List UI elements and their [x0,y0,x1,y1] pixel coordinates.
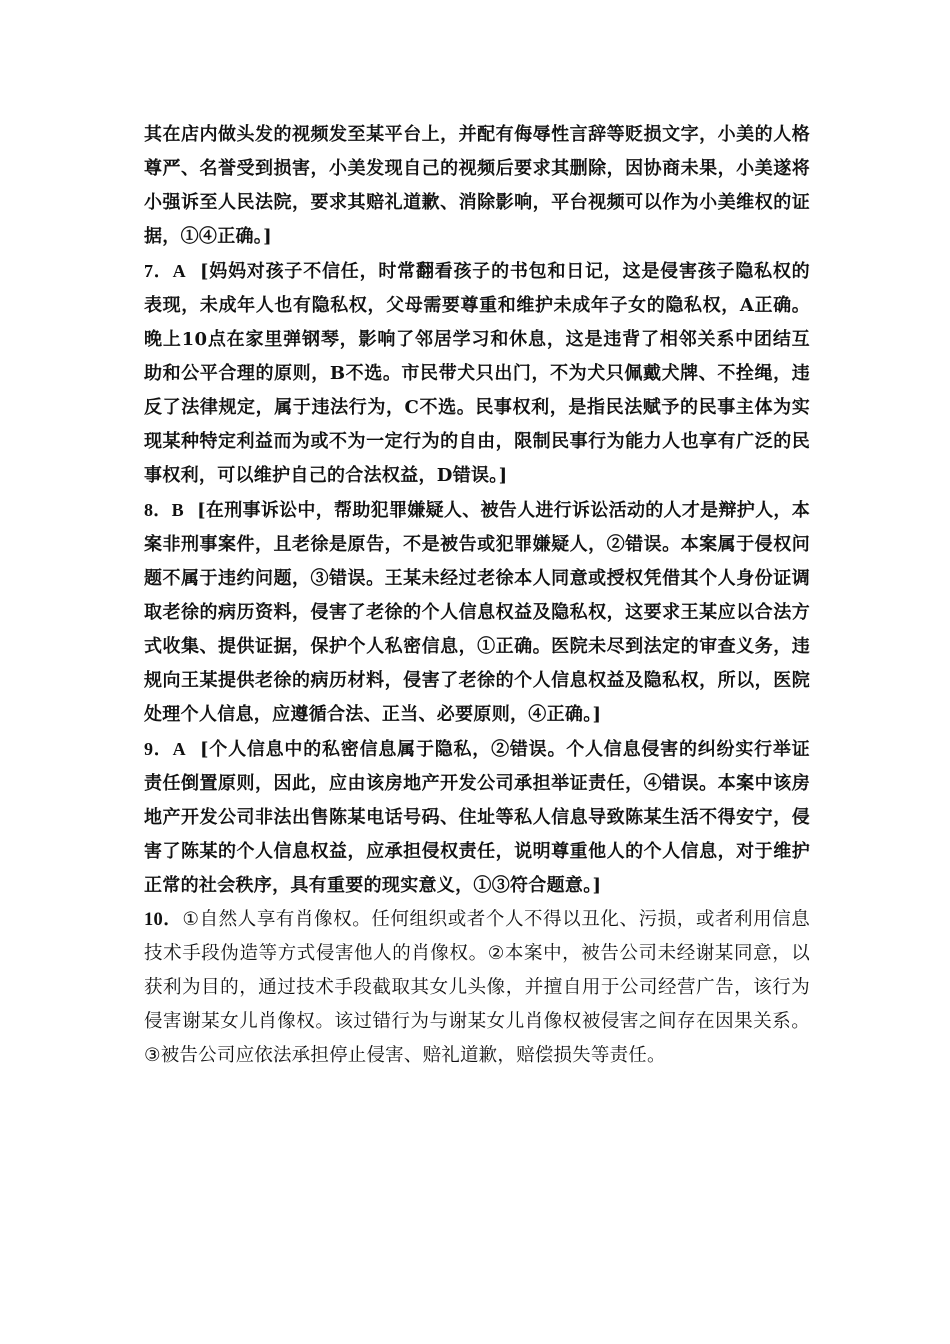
answer-number-10: 10． [144,910,183,930]
answer-explanation-8: [在刑事诉讼中，帮助犯罪嫌疑人、被告人进行诉讼活动的人才是辩护人，本案非刑事案件，且老徐是原告，不是被告或犯罪嫌疑人，②错误。本案属于侵权问题不属于违约问题，③错误。王某未经过老徐本人同意或授权凭借其个人身份证调取老徐的病历资料，侵害了老徐的个人信息权益及隐私权，这要求王某应以合法方式收集、提供证据，保护个人私密信息，①正确。医院未尽到法定的审查义务，违规向王某提供老徐的病历材料，侵害了老徐的个人信息权益及隐私权，所以，医院处理个人信息，应遵循合法、正当、必要原则，④正确。] [144,500,810,725]
answer-number-7: 7．A [144,261,186,281]
answer-explanation-10: ①自然人享有肖像权。任何组织或者个人不得以丑化、污损，或者利用信息技术手段伪造等方式侵害他人的肖像权。②本案中，被告公司未经谢某同意，以获利为目的，通过技术手段截取其女儿头像，并擅自用于公司经营广告，该行为侵害谢某女儿肖像权。该过错行为与谢某女儿肖像权被侵害之间存在因果关系。③被告公司应依法承担停止侵害、赔礼道歉，赔偿损失等责任。 [144,909,810,1066]
answer-document [144,118,810,1073]
answer-explanation-7: [妈妈对孩子不信任，时常翻看孩子的书包和日记，这是侵害孩子隐私权的表现，未成年人也有隐私权，父母需要尊重和维护未成年子女的隐私权，A正确。晚上10点在家里弹钢琴，影响了邻居学习和休息，这是违背了相邻关系中团结互助和公平合理的原则，B不选。市民带犬只出门，不为犬只佩戴犬牌、不拴绳，违反了法律规定，属于违法行为，C不选。民事权利，是指民法赋予的民事主体为实现某种特定利益而为或不为一定行为的自由，限制民事行为能力人也享有广泛的民事权利，可以维护自己的合法权益，D错误。] [144,261,810,486]
answer-number-9: 9．A [144,739,186,759]
answer-item-10 [144,903,810,1073]
answer-number-8: 8．B [144,500,184,520]
answer-item-7 [144,254,810,493]
answer-item-6-continuation: 其在店内做头发的视频发至某平台上，并配有侮辱性言辞等贬损文字，小美的人格尊严、名誉受到损害，小美发现自己的视频后要求其删除，因协商未果，小美遂将小强诉至人民法院，要求其赔礼道歉、消除影响，平台视频可以作为小美维权的证据，①④正确。] [144,124,810,247]
answer-item-8 [144,493,810,732]
answer-explanation-9: [个人信息中的私密信息属于隐私，②错误。个人信息侵害的纠纷实行举证责任倒置原则，因此，应由该房地产开发公司承担举证责任，④错误。本案中该房地产开发公司非法出售陈某电话号码、住址等私人信息导致陈某生活不得安宁，侵害了陈某的个人信息权益，应承担侵权责任，说明尊重他人的个人信息，对于维护正常的社会秩序，具有重要的现实意义，①③符合题意。] [144,739,810,896]
answer-item-9 [144,732,810,903]
